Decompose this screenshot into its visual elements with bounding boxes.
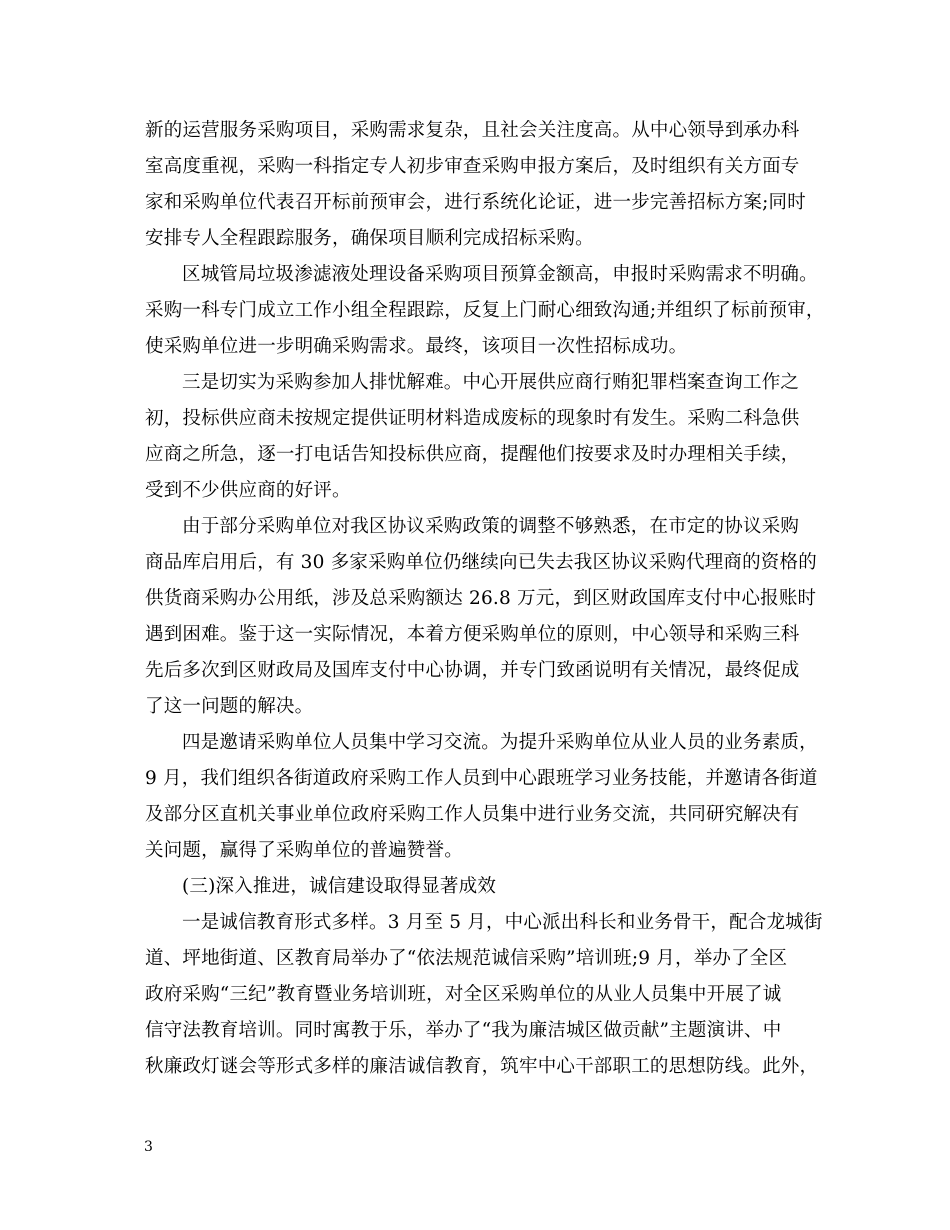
text-line: 商品库启用后，有 30 多家采购单位仍继续向已失去我区协议采购代理商的资格的 (145, 552, 817, 573)
text-line: 遇到困难。鉴于这一实际情况，本着方便采购单位的原则，中心领导和采购三科 (145, 624, 800, 645)
text-line: 受到不少供应商的好评。 (145, 480, 351, 501)
text-line: 初，投标供应商未按规定提供证明材料造成废标的现象时有发生。采购二科急供 (145, 408, 800, 429)
text-line: 新的运营服务采购项目，采购需求复杂，且社会关注度高。从中心领导到承办科 (145, 120, 800, 141)
text-line: 采购一科专门成立工作小组全程跟踪，反复上门耐心细致沟通;并组织了标前预审， (145, 300, 825, 321)
text-line: 使采购单位进一步明确采购需求。最终，该项目一次性招标成功。 (145, 336, 688, 357)
text-line: 安排专人全程跟踪服务，确保项目顺利完成招标采购。 (145, 228, 594, 249)
paragraph-first-line: 一是诚信教育形式多样。3 月至 5 月，中心派出科长和业务骨干，配合龙城街 (182, 912, 823, 933)
page-number: 3 (144, 1139, 153, 1155)
text-line: 9 月，我们组织各街道政府采购工作人员到中心跟班学习业务技能，并邀请各街道 (145, 768, 818, 789)
paragraph-first-line: 区城管局垃圾渗滤液处理设备采购项目预算金额高，申报时采购需求不明确。 (182, 264, 818, 285)
paragraph-first-line: 四是邀请采购单位人员集中学习交流。为提升采购单位从业人员的业务素质， (182, 732, 818, 753)
text-line: 秋廉政灯谜会等形式多样的廉洁诚信教育，筑牢中心干部职工的思想防线。此外， (145, 1056, 819, 1077)
text-line: 家和采购单位代表召开标前预审会，进行系统化论证，进一步完善招标方案;同时 (145, 192, 806, 213)
text-line: 了这一问题的解决。 (145, 696, 314, 717)
section-heading: (三)深入推进，诚信建设取得显著成效 (182, 876, 497, 897)
text-line: 先后多次到区财政局及国库支付中心协调，并专门致函说明有关情况，最终促成 (145, 660, 800, 681)
text-line: 供货商采购办公用纸，涉及总采购额达 26.8 万元，到区财政国库支付中心报账时 (145, 588, 817, 609)
text-line: 关问题，赢得了采购单位的普遍赞誉。 (145, 840, 463, 861)
paragraph-first-line: 三是切实为采购参加人排忧解难。中心开展供应商行贿犯罪档案查询工作之 (182, 372, 800, 393)
text-line: 室高度重视，采购一科指定专人初步审查采购申报方案后，及时组织有关方面专 (145, 156, 800, 177)
text-line: 及部分区直机关事业单位政府采购工作人员集中进行业务交流，共同研究解决有 (145, 804, 800, 825)
text-line: 应商之所急，逐一打电话告知投标供应商，提醒他们按要求及时办理相关手续， (145, 444, 800, 465)
paragraph-first-line: 由于部分采购单位对我区协议采购政策的调整不够熟悉，在市定的协议采购 (182, 516, 800, 537)
text-line: 信守法教育培训。同时寓教于乐，举办了“我为廉洁城区做贡献”主题演讲、中 (145, 1020, 782, 1041)
text-line: 政府采购“三纪”教育暨业务培训班，对全区采购单位的从业人员集中开展了诚 (145, 984, 782, 1005)
text-line: 道、坪地街道、区教育局举办了“依法规范诚信采购”培训班;9 月，举办了全区 (145, 948, 788, 969)
